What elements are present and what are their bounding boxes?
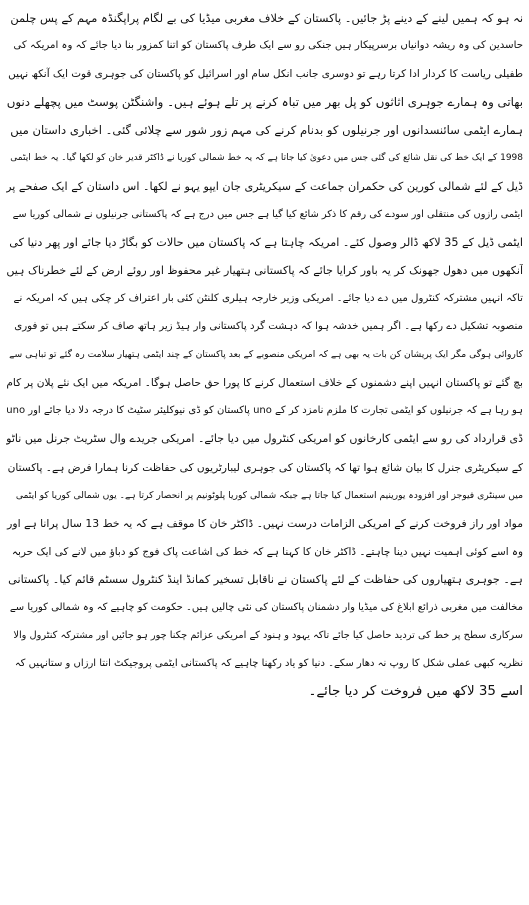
article-line: آنکھوں میں دھول جھونک کر یہ باور کرایا جائے کہ پاکستانی ہتھیار غیر محفوظ اور روئے ارض کے لئے خطرناک ہیں xyxy=(6,263,523,277)
article-line: ہے۔ جوہری ہتھیاروں کی حفاظت کے لئے پاکستان نے ناقابل تسخیر کمانڈ اینڈ کنٹرول سسٹم قائم کیا۔ پاکستانی xyxy=(8,572,523,586)
article-line: کے سیکریٹری جنرل کا بیان شائع ہوا تھا کہ پاکستان کی جوہری لیبارٹریوں کی حفاظت کرنا ہمارا فرض ہے۔ پاکستان xyxy=(7,461,523,474)
article-line: حاسدین کی وہ ریشہ دوانیاں برسرپیکار ہیں جنکی رو سے ایک طرف پاکستان کو اتنا کمزور بنا دیا جائے کہ وہ امریکہ کی xyxy=(13,40,523,52)
article-line: میں سینٹری فیوجز اور افزودہ یورینیم استعمال کیا جاتا ہے جبکہ شمالی کوریا پلوٹونیم پر انحصار کرتا ہے۔ یوں شمالی کوریا کو ایٹمی xyxy=(15,489,523,501)
article-body xyxy=(6,4,523,706)
article-line: ڈیل کے لئے شمالی کورین کی حکمران جماعت کے سیکریٹری جان ایپو یہو نے لکھا۔ اس داستان کے ایک صفحے پر xyxy=(6,179,523,193)
article-line: نظریہ کبھی عملی شکل کا روپ نہ دھار سکے۔ دنیا کو یاد رکھنا چاہیے کہ پاکستانی ایٹمی پروجیکٹ انتا ارزاں و ستانہیں کہ xyxy=(14,658,523,670)
article-line: سرکاری سطح پر خط کی تردید حاصل کیا جائے تاکہ یہود و ہنود کے امریکی عزائم چکنا چور ہو جائیں اور مشترکہ کنٹرول والا xyxy=(13,630,523,642)
article-line: ڈی قرارداد کی رو سے ایٹمی کارخانوں کو امریکی کنٹرول میں دیا جائے۔ امریکی جریدے وال سٹریٹ جرنل میں ناٹو xyxy=(6,432,523,446)
article-line: بھاتی وہ ہمارے جوہری اثاثوں کو پل بھر میں تباہ کرنے پر تلے ہوئے ہیں۔ واشنگٹن پوسٹ میں پچھلے دنوں xyxy=(6,95,523,110)
article-line: کاروائی ہوگی مگر ایک پریشان کن بات یہ بھی ہے کہ امریکی منصوبے کے بعد پاکستان کے چند ایٹمی ہتھیار سلامت رہ گئے تو تباہی سے xyxy=(9,349,523,361)
article-line: ایٹمی ڈیل کے 35 لاکھ ڈالر وصول کئے۔ امریکہ چاہتا ہے کہ پاکستان میں حالات کو بگاڑ دیا جائے اور پھر دنیا کی xyxy=(9,235,523,249)
article-line: منصوبہ تشکیل دے رکھا ہے۔ اگر ہمیں خدشہ ہوا کہ دہشت گرد پاکستانی وار ہیڈ زیر ہاتھ صاف کر سکتے ہیں تو فوری xyxy=(14,321,523,333)
article-line: مواد اور راز فروخت کرنے کے امریکی الزامات درست نہیں۔ ڈاکٹر خان کا موقف ہے کہ یہ خط 13 سال پرانا ہے اور xyxy=(7,516,523,530)
article-line: وہ اسے کوئی اہمیت نہیں دینا چاہتے۔ ڈاکٹر خان کا کہنا ہے کہ خط کی اشاعت پاک فوج کو دباؤ میں لانے کی ایک حربہ xyxy=(11,545,523,558)
article-line: نہ ہو کہ ہمیں لینے کے دینے پڑ جائیں۔ پاکستان کے خلاف مغربی میڈیا کی بے لگام پراپگنڈہ مہم کے پس چلمن xyxy=(10,11,523,25)
article-line: طفیلی ریاست کا کردار ادا کرتا رہے تو دوسری جانب انکل سام اور اسرائیل کو پاکستان کی جوہری قوت ایک آنکھ نہیں xyxy=(8,68,523,81)
article-line: 1998 کے ایک خط کی نقل شائع کی گئی جس میں دعویٰ کیا جاتا ہے کہ یہ خط شمالی کوریا نے ڈاکٹر قدیر خان کو لکھا گیا۔ یہ خط ایٹمی xyxy=(10,153,523,164)
article-line: اسے 35 لاکھ میں فروخت کر دیا جائے۔ xyxy=(308,684,523,700)
article-line: بچ گئے تو پاکستان انہیں اپنے دشمنوں کے خلاف استعمال کرنے کا پورا حق حاصل ہوگا۔ امریکہ میں ایک نئے پلان پر کام xyxy=(6,377,523,390)
article-line: مخالفت میں مغربی ذرائع ابلاغ کی میڈیا وار دشمنان پاکستان کی نئی چالیں ہیں۔ حکومت کو چاہیے کہ وہ شمالی کوریا سے xyxy=(9,601,523,613)
article-line: ایٹمی رازوں کی منتقلی اور سودے کی رقم کا ذکر شائع کیا گیا ہے جس میں درج ہے کہ پاکستانی جرنیلوں نے شمالی کوریا سے xyxy=(12,208,523,220)
article-line: ہو رہا ہے کہ جرنیلوں کو ایٹمی تجارت کا ملزم نامزد کر کے uno پاکستان کو ڈی نیوکلیئر سٹیٹ کا درجہ دلا دیا جائے اور uno xyxy=(6,405,523,417)
article-line: تاکہ انہیں مشترکہ کنٹرول میں دے دیا جائے۔ امریکی وزیر خارجہ ہیلری کلنٹن کئی بار اعتراف کر چکی ہیں کہ امریکہ نے xyxy=(13,292,523,304)
article-line: ہمارے ایٹمی سائنسدانوں اور جرنیلوں کو بدنام کرنے کی مہم زور شور سے چلائی گئی۔ اخباری داستان میں xyxy=(10,123,523,138)
